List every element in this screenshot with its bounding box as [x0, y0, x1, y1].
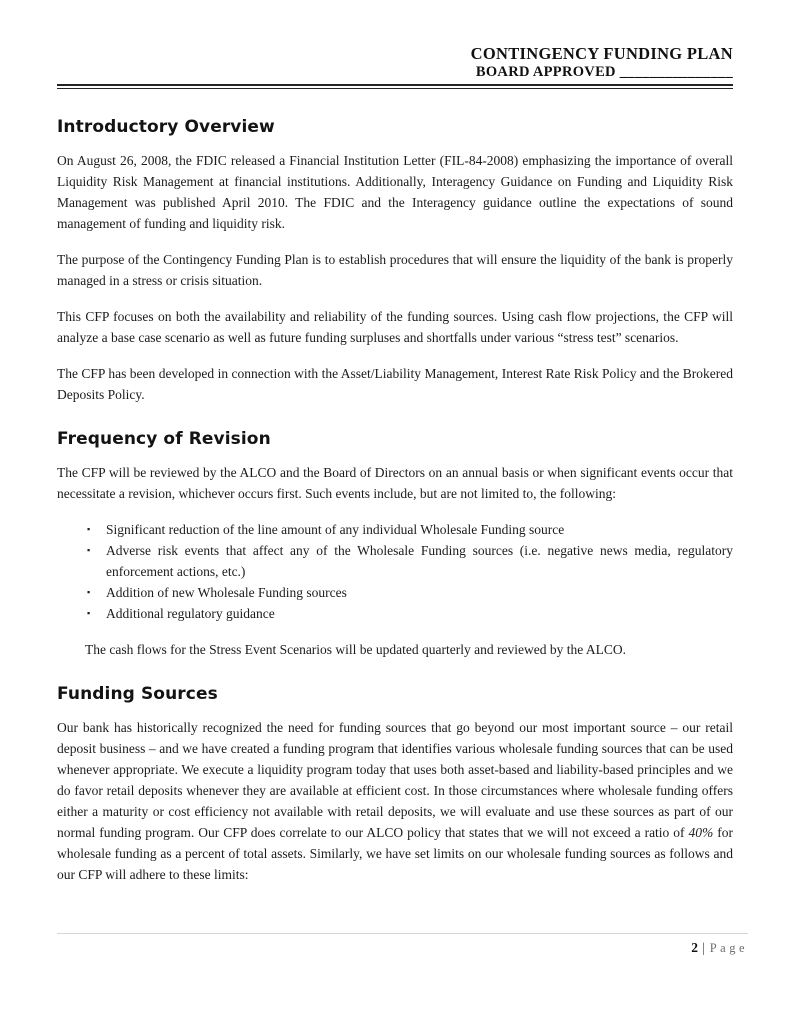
- doc-header: [57, 44, 733, 89]
- page-label: Page: [709, 941, 748, 955]
- header-rule: [57, 84, 733, 89]
- list-item-text: Additional regulatory guidance: [106, 606, 275, 621]
- intro-paragraph-1: On August 26, 2008, the FDIC released a Financial Institution Letter (FIL-84-2008) emphasizing the importance of overall Liquidity Risk Management at financial institutions. Additionally, Interagency Guidance on Funding and Liquidity Risk Management was published April 2010. The FDIC and the Interagency guidance outline the expectations of sound management of funding and liquidity risk.: [57, 153, 733, 231]
- square-bullet-icon: ▪: [87, 524, 91, 534]
- page-number-line: [57, 939, 748, 957]
- list-item-text: Addition of new Wholesale Funding sources: [106, 585, 347, 600]
- page-number-separator: |: [701, 940, 705, 955]
- square-bullet-icon: ▪: [87, 587, 91, 597]
- page-number: 2: [691, 940, 698, 955]
- section-heading-funding-sources: Funding Sources: [57, 684, 218, 704]
- list-item-text: Significant reduction of the line amount of any individual Wholesale Funding source: [106, 522, 565, 537]
- section-heading-frequency-of-revision: Frequency of Revision: [57, 429, 271, 449]
- doc-footer: [57, 933, 748, 957]
- funding-paragraph-1: [57, 717, 733, 885]
- funding-text-after: for wholesale funding as a percent of total assets. Similarly, we have set limits on our wholesale funding sources as follows and our CFP will adhere to these limits:: [57, 825, 733, 882]
- list-item: [87, 519, 733, 540]
- square-bullet-icon: ▪: [87, 608, 91, 618]
- list-item: [87, 603, 733, 624]
- intro-paragraph-2: The purpose of the Contingency Funding Plan is to establish procedures that will ensure the liquidity of the bank is properly managed in a stress or crisis situation.: [57, 252, 733, 288]
- footer-rule: [57, 933, 748, 934]
- emphasized-ratio: 40%: [688, 825, 714, 840]
- square-bullet-icon: ▪: [87, 545, 91, 555]
- intro-paragraph-3: This CFP focuses on both the availability and reliability of the funding sources. Using cash flow projections, the CFP will analyze a base case scenario as well as future funding surpluses and shortfalls under various “stress test” scenarios.: [57, 309, 733, 345]
- frequency-paragraph-1: The CFP will be reviewed by the ALCO and the Board of Directors on an annual basis or when significant events occur that necessitate a revision, whichever occurs first. Such events include, but are not limited to, the following:: [57, 465, 733, 501]
- list-item-text: Adverse risk events that affect any of the Wholesale Funding sources (i.e. negative news media, regulatory enforcement actions, etc.): [106, 543, 733, 579]
- revision-events-list: [57, 519, 733, 624]
- intro-paragraph-4: The CFP has been developed in connection with the Asset/Liability Management, Interest Rate Risk Policy and the Brokered Deposits Policy.: [57, 366, 733, 402]
- funding-text-before: Our bank has historically recognized the need for funding sources that go beyond our most important source – our retail deposit business – and we have created a funding program that identifies various wholesale funding sources that can be used whenever appropriate. We execute a liquidity program today that uses both asset-based and liability-based principles and we do favor retail deposits whenever they are available at efficient cost. In those circumstances where wholesale funding offers either a maturity or cost efficiency not available with retail deposits, we will evaluate and use these sources as part of our normal funding program. Our CFP does correlate to our ALCO policy that states that we will not exceed a ratio of: [57, 720, 733, 840]
- doc-title: CONTINGENCY FUNDING PLAN: [470, 44, 733, 63]
- board-approved-line: BOARD APPROVED _______________: [475, 64, 733, 80]
- doc-body: [57, 116, 733, 885]
- section-heading-introductory-overview: Introductory Overview: [57, 117, 275, 137]
- list-item: [87, 540, 733, 582]
- frequency-note-paragraph: The cash flows for the Stress Event Scenarios will be updated quarterly and reviewed by the ALCO.: [85, 642, 626, 657]
- list-item: [87, 582, 733, 603]
